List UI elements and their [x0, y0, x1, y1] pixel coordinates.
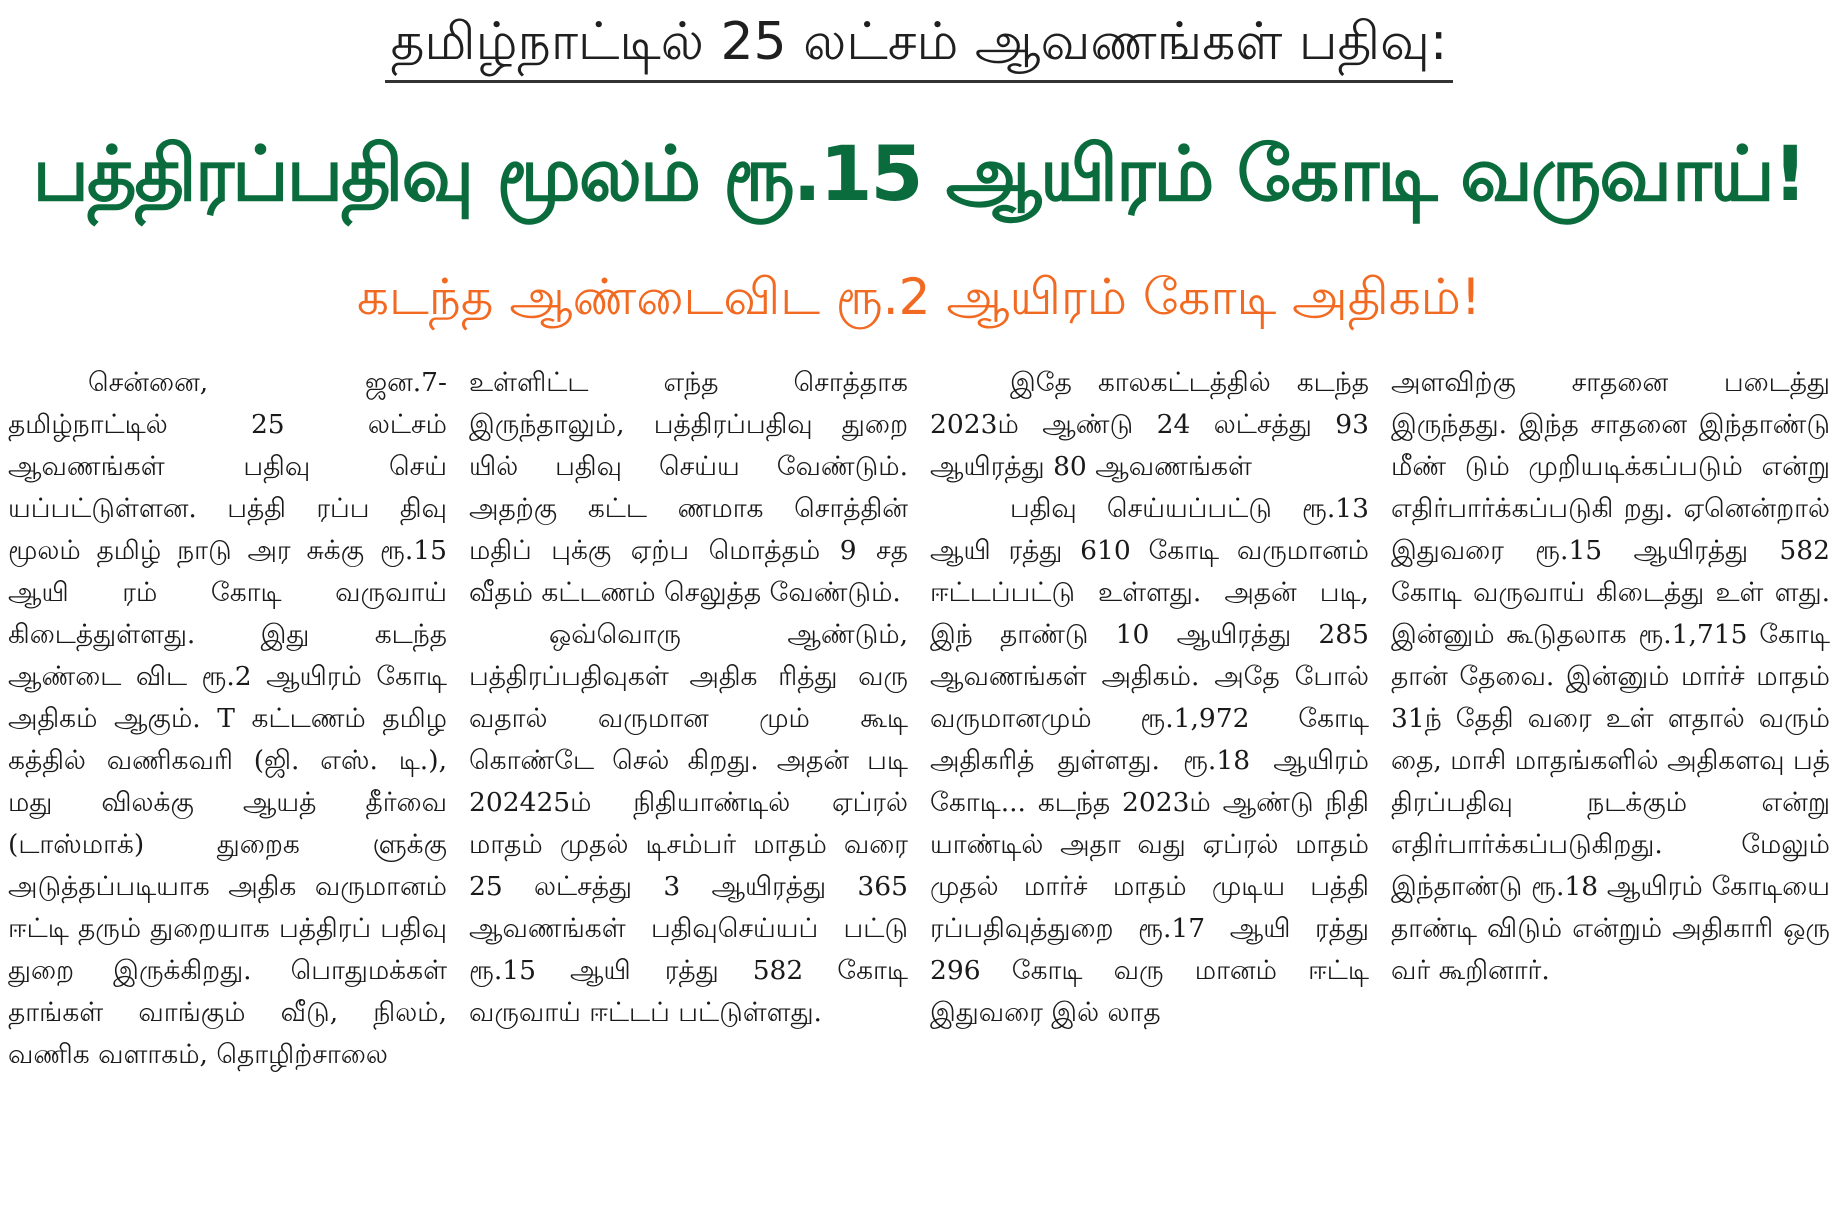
kicker-line: தமிழ்நாட்டில் 25 லட்சம் ஆவணங்கள் பதிவு: — [385, 8, 1454, 83]
column-4 — [1391, 362, 1830, 1212]
column-3 — [930, 362, 1369, 1212]
column-1 — [8, 362, 447, 1212]
headline: பத்திரப்பதிவு மூலம் ரூ.15 ஆயிரம் கோடி வருவாய்! — [32, 129, 1806, 218]
paragraph: இதே காலகட்டத்தில் கடந்த 2023ம் ஆண்டு 24 லட்சத்து 93 ஆயிரத்து 80 ஆவணங்கள் — [930, 367, 1369, 482]
paragraph: உள்ளிட்ட எந்த சொத்தாக இருந்தாலும், பத்திரப்பதிவு துறை யில் பதிவு செய்ய வேண்டும். அதற்கு கட்ட ணமாக சொத்தின் மதிப் புக்கு ஏற்ப மொத்தம் 9 சத வீதம் கட்டணம் செலுத்த வேண்டும். — [469, 367, 908, 608]
kicker-container — [0, 8, 1838, 83]
column-2 — [469, 362, 908, 1212]
paragraph: ஒவ்வொரு ஆண்டும், பத்திரப்பதிவுகள் அதிக ரித்து வரு வதால் வருமான மும் கூடி கொண்டே செல் கிறது. அதன் படி 202425ம் நிதியாண்டில் ஏப்ரல் மாதம் முதல் டிசம்பர் மாதம் வரை 25 லட்சத்து 3 ஆயிரத்து 365 ஆவணங்கள் பதிவுசெய்யப் பட்டு ரூ.15 ஆயி ரத்து 582 கோடி வருவாய் ஈட்டப் பட்டுள்ளது. — [469, 619, 908, 1028]
paragraph: பதிவு செய்யப்பட்டு ரூ.13 ஆயி ரத்து 610 கோடி வருமானம் ஈட்டப்பட்டு உள்ளது. அதன் படி, இந் தாண்டு 10 ஆயிரத்து 285 ஆவணங்கள் அதிகம். அதே போல் வருமானமும் ரூ.1,972 கோடி அதிகரித் துள்ளது. ரூ.18 ஆயிரம் கோடி... கடந்த 2023ம் ஆண்டு நிதி யாண்டில் அதா வது ஏப்ரல் மாதம் முதல் மார்ச் மாதம் முடிய பத்தி ரப்பதிவுத்துறை ரூ.17 ஆயி ரத்து 296 கோடி வரு மானம் ஈட்டி இதுவரை இல் லாத — [930, 493, 1369, 1028]
subheadline: கடந்த ஆண்டைவிட ரூ.2 ஆயிரம் கோடி அதிகம்! — [357, 268, 1481, 326]
article-body — [8, 362, 1830, 1212]
paragraph: சென்னை, ஜன.7- தமிழ்நாட்டில் 25 லட்சம் ஆவணங்கள் பதிவு செய் யப்பட்டுள்ளன. பத்தி ரப்ப திவு மூலம் தமிழ் நாடு அர சுக்கு ரூ.15 ஆயி ரம் கோடி வருவாய் கிடைத்துள்ளது. இது கடந்த ஆண்டை விட ரூ.2 ஆயிரம் கோடி அதிகம் ஆகும். T கட்டணம் தமிழ கத்தில் வணிகவரி (ஜி. எஸ். டி.), மது விலக்கு ஆயத் தீர்வை (டாஸ்மாக்) துறைக ளுக்கு அடுத்தப்படியாக அதிக வருமானம் ஈட்டி தரும் துறையாக பத்திரப் பதிவு துறை இருக்கிறது. பொதுமக்கள் தாங்கள் வாங்கும் வீடு, நிலம், வணிக வளாகம், தொழிற்சாலை — [8, 367, 447, 1070]
paragraph: அளவிற்கு சாதனை படைத்து இருந்தது. இந்த சாதனை இந்தாண்டு மீண் டும் முறியடிக்கப்படும் என்று எதிர்பார்க்கப்படுகி றது. ஏனென்றால் இதுவரை ரூ.15 ஆயிரத்து 582 கோடி வருவாய் கிடைத்து உள் ளது. இன்னும் கூடுதலாக ரூ.1,715 கோடி தான் தேவை. இன்னும் மார்ச் மாதம் 31ந் தேதி வரை உள் ளதால் வரும் தை, மாசி மாதங்களில் அதிகளவு பத் திரப்பதிவு நடக்கும் என்று எதிர்பார்க்கப்படுகிறது. மேலும் இந்தாண்டு ரூ.18 ஆயிரம் கோடியை தாண்டி விடும் என்றும் அதிகாரி ஒரு வர் கூறினார். — [1391, 367, 1830, 986]
